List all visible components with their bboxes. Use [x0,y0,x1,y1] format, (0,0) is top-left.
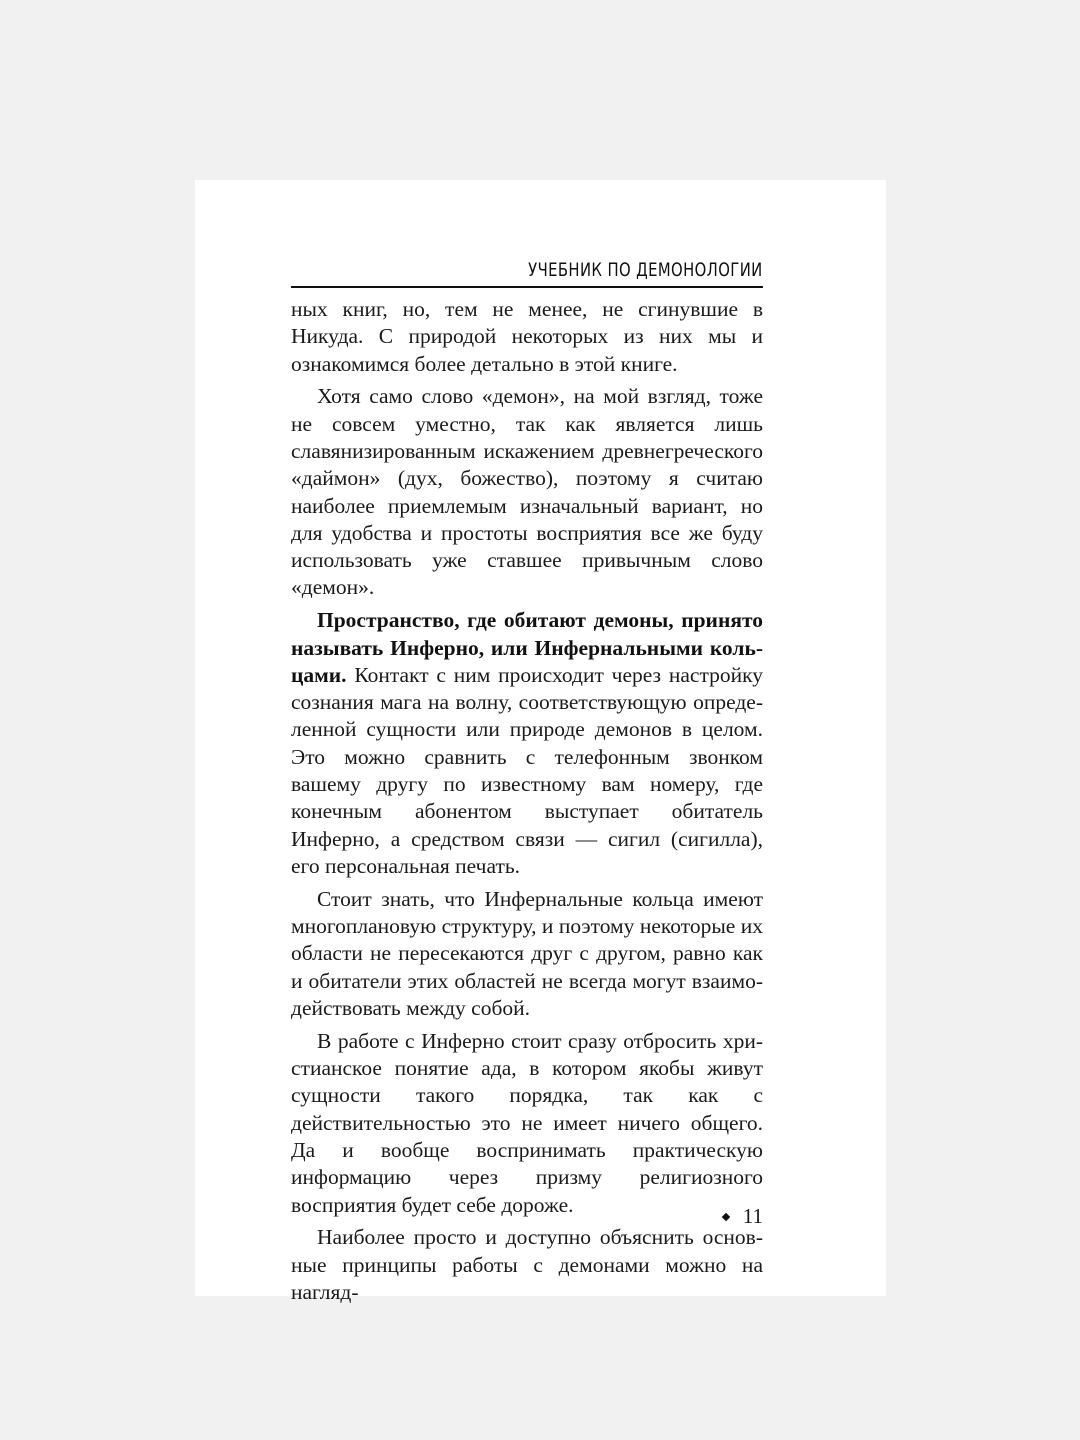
paragraph: Хотя само слово «демон», на мой взгляд, тоже не совсем уместно, так как является лишь славянизированным искажением древнегреческого «даймон» (дух, божество), поэтому я считаю наиболее приемлемым изначальный вариант, но для удобства и простоты восприятия все же буду использовать уже ставшее привычным слово «демон». [291,384,763,600]
paragraph: Стоит знать, что Инфернальные кольца имеют многоплановую структуру, и поэтому некоторые их области не пересекаются друг с другом, равно как и обитатели этих областей не всегда могут взаимодействовать между собой. [291,886,763,1020]
diamond-ornament-icon [722,1212,730,1220]
paragraph: Наиболее просто и доступно объяснить основные принципы работы с демонами можно на нагляд- [291,1225,763,1304]
paragraph: Пространство, где обитают демоны, принято называть Инферно, или Инфернальными кольцами. Контакт с ним происходит через настройку сознания мага на волну, соответствующую определенной сущности или природе демонов в целом. Это можно сравнить с телефонным звонком вашему другу по известному вам номеру, где конечным абонентом выступает обитатель Инферно, а средством связи — сигил (сигилла), его персональная печать. [291,608,763,878]
book-page [195,180,886,1304]
page-number: 11 [742,1204,763,1228]
running-header [291,258,763,288]
page-footer [723,1204,763,1229]
running-header-title: УЧЕБНИК ПО ДЕМОНОЛОГИИ [528,259,763,281]
bold-definition: Пространство, где обитают демоны, принято называть Инферно, или Инфернальными кольцами. [291,608,763,687]
paragraph: ных книг, но, тем не менее, не сгинувшие в Никуда. С природой некоторых из них мы и ознакомимся более детально в этой книге. [291,297,763,376]
page-body [291,296,763,1312]
paragraph: В работе с Инферно стоит сразу отбросить христианское понятие ада, в котором якобы живут сущности такого порядка, так как с действительностью это не имеет ничего общего. Да и вообще воспринимать практическую информацию через призму религиозного восприятия будет себе дороже. [291,1028,763,1217]
